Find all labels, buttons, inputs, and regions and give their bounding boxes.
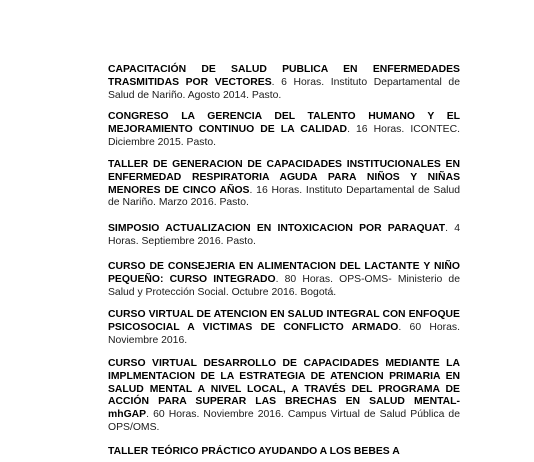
list-item xyxy=(108,159,460,210)
entry-title: TALLER TEÓRICO PRÁCTICO AYUDANDO A LOS BEBES A xyxy=(108,446,400,457)
entry-title: CURSO VIRTUAL DESARROLLO DE CAPACIDADES MEDIANTE LA IMPLMENTACION DE LA ESTRATEGIA DE ATENCION PRIMARIA EN SALUD MENTAL A NIVEL LOCAL, A TRAVÉS DEL PROGRAMA DE ACCIÓN PARA SUPERAR LAS BRECHAS EN SALUD MENTAL- mhGAP xyxy=(108,358,460,421)
entry-detail: . 16 Horas. ICONTEC. Diciembre 2015. Pasto. xyxy=(108,123,460,148)
entry-detail: . 16 Horas. Instituto Departamental de Salud de Nariño. Marzo 2016. Pasto. xyxy=(108,184,460,209)
entry-detail: . 60 Horas. Noviembre 2016. Campus Virtual de Salud Pública de OPS/OMS. xyxy=(108,409,460,433)
entry-detail: . 4 Horas. Septiembre 2016. Pasto. xyxy=(108,223,460,247)
entry-title: CONGRESO LA GERENCIA DEL TALENTO HUMANO Y EL MEJORAMIENTO CONTINUO DE LA CALIDAD xyxy=(108,111,460,135)
entry-title: TALLER DE GENERACION DE CAPACIDADES INSTITUCIONALES EN ENFERMEDAD RESPIRATORIA AGUDA PARA NIÑOS Y NIÑAS MENORES DE CINCO AÑOS xyxy=(108,159,460,196)
list-item xyxy=(108,64,460,102)
list-item xyxy=(108,223,460,249)
list-item xyxy=(108,111,460,149)
list-item xyxy=(108,358,460,435)
entry-title: CURSO DE CONSEJERIA EN ALIMENTACION DEL LACTANTE Y NIÑO PEQUEÑO: CURSO INTEGRADO xyxy=(108,261,460,285)
list-item xyxy=(108,446,460,459)
list-item xyxy=(108,261,460,299)
entry-title: CAPACITACIÓN DE SALUD PUBLICA EN ENFERMEDADES TRASMITIDAS POR VECTORES xyxy=(108,64,460,88)
entry-detail: . 60 Horas. Noviembre 2016. xyxy=(108,321,460,346)
entry-title: CURSO VIRTUAL DE ATENCION EN SALUD INTEGRAL CON ENFOQUE PSICOSOCIAL A VICTIMAS DE CONFLICTO ARMADO xyxy=(108,309,460,333)
list-item xyxy=(108,309,460,347)
entry-title: SIMPOSIO ACTUALIZACION EN INTOXICACION POR PARAQUAT xyxy=(108,223,446,234)
entry-detail: . 80 Horas. OPS-OMS- Ministerio de Salud y Protección Social. Octubre 2016. Bogotá. xyxy=(108,273,460,298)
entry-detail: . 6 Horas. Instituto Departamental de Salud de Nariño. Agosto 2014. Pasto. xyxy=(108,76,460,101)
